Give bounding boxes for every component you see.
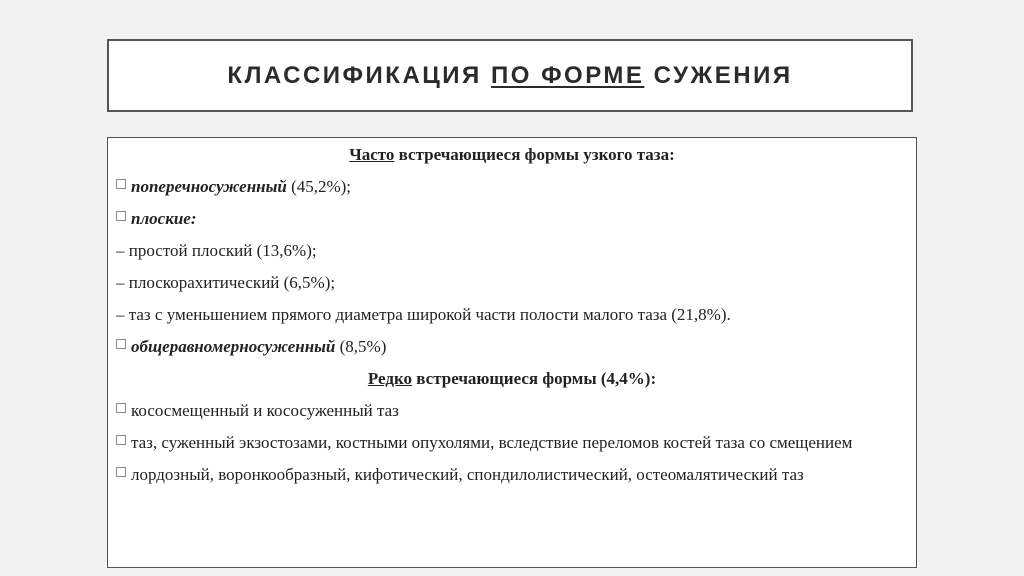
list-item-general (116, 336, 908, 357)
list-item-flat (116, 208, 908, 229)
sub-item-reduced-diameter: – таз с уменьшением прямого диаметра широкой части полости малого таза (21,8%). (116, 305, 731, 324)
frequent-heading-underlined: Часто (349, 145, 395, 164)
list-item-lordotic (116, 464, 908, 485)
square-bullet-icon (116, 403, 126, 413)
title-part-3: СУЖЕНИЯ (653, 61, 793, 89)
list-item-transverse (116, 176, 908, 197)
item-text: таз, суженный экзостозами, костными опухолями, вследствие переломов костей таза со смещением (131, 433, 853, 452)
title-box (107, 39, 913, 112)
square-bullet-icon (116, 467, 126, 477)
rare-heading-underlined: Редко (367, 369, 413, 388)
square-bullet-icon (116, 211, 126, 221)
rare-heading (116, 368, 908, 389)
square-bullet-icon (116, 179, 126, 189)
item-name: плоские: (131, 209, 197, 228)
title-part-2: ПО ФОРМЕ (490, 61, 645, 89)
frequent-heading (116, 144, 908, 165)
slide-title (227, 62, 792, 90)
item-text: лордозный, воронкообразный, кифотический, спондилолистический, остеомалятический таз (131, 465, 804, 484)
sub-item-simple-flat: – простой плоский (13,6%); (116, 241, 317, 260)
item-name: общеравномерносуженный (131, 337, 336, 356)
item-value: (45,2%); (291, 177, 352, 196)
item-value: (8,5%) (339, 337, 387, 356)
rare-heading-rest: встречающиеся формы (4,4%): (416, 369, 657, 388)
title-part-1: КЛАССИФИКАЦИЯ (227, 61, 482, 89)
list-item-exostoses (116, 432, 908, 453)
square-bullet-icon (116, 339, 126, 349)
item-name: поперечносуженный (131, 177, 287, 196)
content-box (107, 137, 917, 568)
frequent-heading-rest: встречающиеся формы узкого таза: (398, 145, 675, 164)
list-item-oblique (116, 400, 908, 421)
square-bullet-icon (116, 435, 126, 445)
sub-item-rachitic-flat: – плоскорахитический (6,5%); (116, 273, 336, 292)
item-text: кососмещенный и кососуженный таз (131, 401, 399, 420)
